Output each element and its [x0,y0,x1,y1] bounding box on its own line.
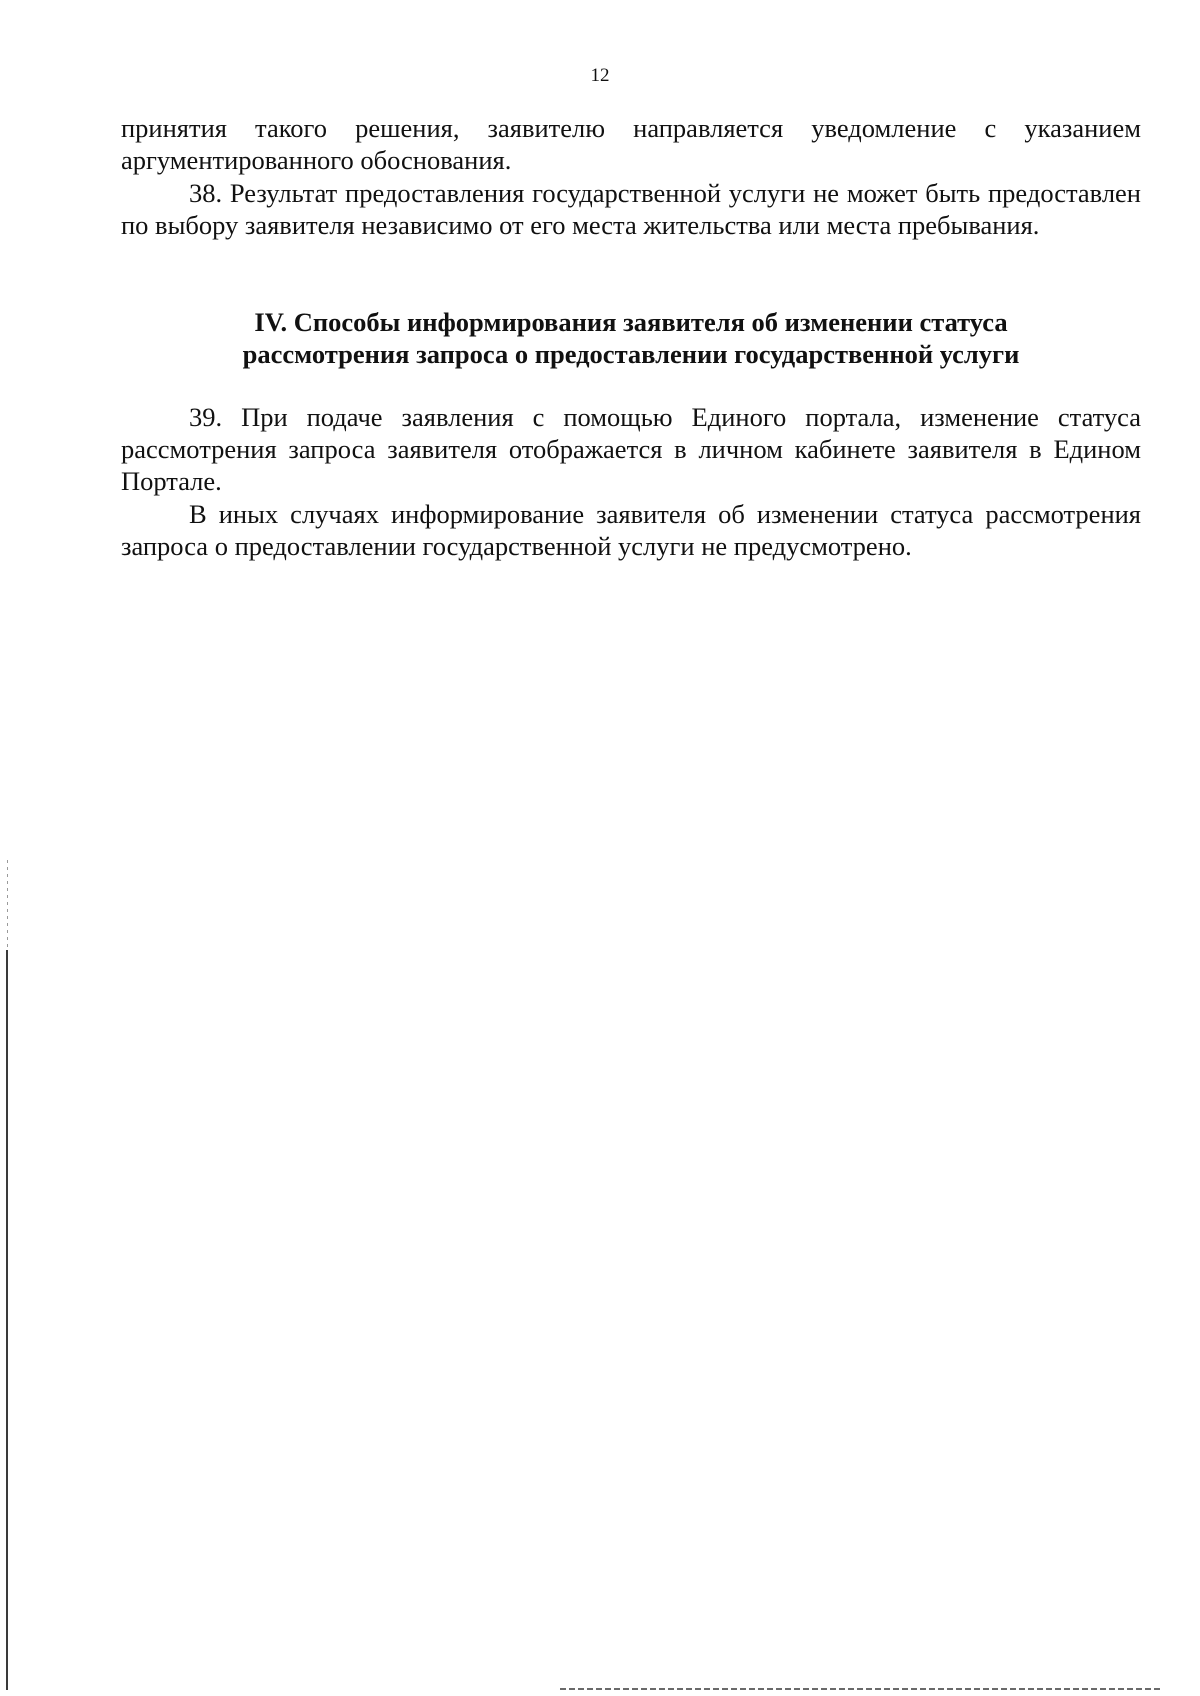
scan-edge-artifact [560,1688,1160,1690]
section-heading-line-1: IV. Способы информирования заявителя об изменении статуса [254,307,1008,337]
paragraph-other-cases: В иных случаях информирование заявителя об изменении статуса рассмотрения запроса о предоставлении государственной услуги не предусмотрено. [121,499,1141,561]
paragraph-38: 38. Результат предоставления государственной услуги не может быть предоставлен по выбору заявителя независимо от его места жительства или места пребывания. [121,178,1141,240]
scan-edge-artifact [6,950,8,1690]
paragraph-39: 39. При подаче заявления с помощью Единого портала, изменение статуса рассмотрения запроса заявителя отображается в личном кабинете заявителя в Едином Портале. [121,402,1141,496]
page-number: 12 [590,65,610,86]
section-heading-line-2: рассмотрения запроса о предоставлении государственной услуги [242,339,1020,369]
paragraph-continuation: принятия такого решения, заявителю направляется уведомление с указанием аргументированного обоснования. [121,113,1141,175]
scan-edge-artifact [7,860,8,950]
section-heading [121,306,1141,370]
